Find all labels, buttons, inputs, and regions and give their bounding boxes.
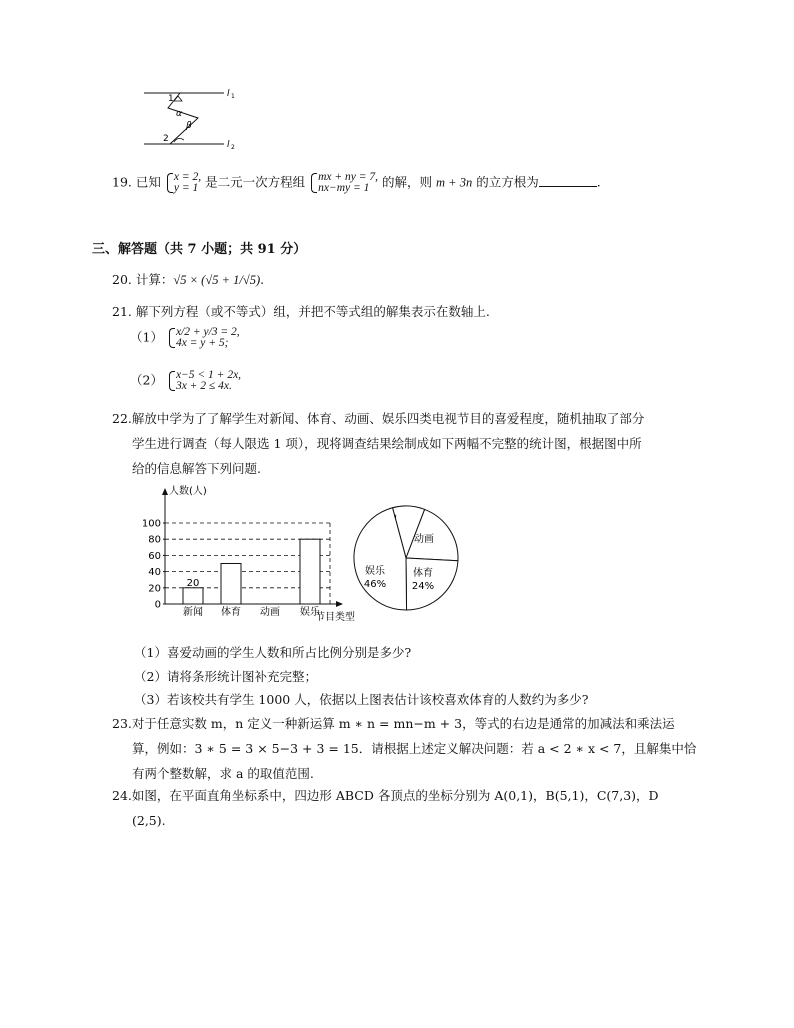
- q20-end: .: [260, 272, 265, 287]
- question-24: [112, 783, 659, 833]
- q22-sub-3: （3）若该校共有学生 1000 人，依据以上图表估计该校喜欢体育的人数约为多少?: [134, 692, 589, 707]
- question-19: [112, 172, 601, 194]
- part-label: （1）: [130, 329, 163, 345]
- y-tick-label: 20: [148, 583, 161, 595]
- parallel-lines-figure: [140, 84, 250, 154]
- sol-row-1: x = 2,: [173, 171, 202, 183]
- q22-line-2: 学生进行调查（每人限选 1 项），现将调查结果绘制成如下两幅不完整的统计图，根据图中所: [132, 436, 642, 451]
- q20-text: 计算：: [135, 272, 174, 287]
- x-tick-label-3: 娱乐: [300, 607, 320, 618]
- y-tick-label: 60: [148, 550, 161, 562]
- pie-chart: [350, 502, 462, 614]
- bar-chart: [140, 480, 355, 625]
- bar-data-label-0: 20: [186, 577, 200, 589]
- label-l1-sub: 1: [231, 93, 235, 100]
- q21-part-1: [130, 327, 240, 349]
- pie-pct-label-2: 24%: [411, 581, 435, 592]
- label-l1: l: [227, 89, 230, 99]
- y-axis-label: 人数(人): [169, 486, 207, 497]
- question-22: [112, 406, 644, 481]
- y-tick-label: 100: [141, 518, 161, 530]
- pie-label-3: 娱乐: [365, 566, 385, 577]
- q19-expr: m + 3n: [436, 175, 473, 190]
- y-axis-arrow: [162, 488, 168, 495]
- question-23: [112, 711, 696, 786]
- label-l2: l: [227, 140, 230, 150]
- question-number: 21.: [112, 304, 132, 319]
- part-label: （2）: [130, 372, 163, 388]
- q21-part-2: [130, 370, 241, 392]
- label-angle-2: 2: [163, 134, 169, 144]
- q23-line-1: 对于任意实数 m，n 定义一种新运算 m ∗ n = mn−m + 3，等式的右边是通常的加减法和乘法运: [131, 716, 675, 731]
- question-number: 19.: [112, 174, 132, 190]
- label-angle-1: 1: [168, 94, 174, 104]
- bar-0: [183, 588, 203, 604]
- q22-line-3: 给的信息解答下列问题.: [132, 461, 261, 476]
- x-axis-arrow: [336, 601, 343, 607]
- p2-row-1: x−5 < 1 + 2x,: [175, 369, 242, 381]
- x-tick-label-0: 新闻: [183, 607, 203, 618]
- p2-row-2: 3x + 2 ≤ 4x.: [175, 380, 232, 392]
- sys-row-2: nx−my = 1: [318, 182, 370, 194]
- label-beta: β: [186, 121, 192, 131]
- pie-label-2: 体育: [413, 568, 433, 579]
- q19-prefix: 已知: [135, 174, 161, 190]
- q23-line-2: 算，例如：3 ∗ 5 = 3 × 5−3 + 3 = 15．请根据上述定义解决问题：若 a < 2 ∗ x < 7，且解集中恰: [132, 741, 697, 756]
- q23-line-3: 有两个整数解，求 a 的取值范围.: [132, 766, 314, 781]
- p1-row-2: 4x = y + 5;: [175, 337, 229, 349]
- q19-mid: 是二元一次方程组: [205, 174, 306, 190]
- x-tick-label-2: 动画: [260, 607, 280, 618]
- solution-system: [165, 172, 201, 194]
- pie-label-1: 动画: [414, 534, 434, 545]
- section-title: 三、解答题（共 7 小题；共 91 分）: [92, 242, 307, 257]
- q24-line-2: (2,5).: [132, 813, 166, 828]
- bar-1: [221, 564, 241, 605]
- p1-row-1: x/2 + y/3 = 2,: [175, 326, 240, 338]
- q24-line-1: 如图，在平面直角坐标系中，四边形 ABCD 各顶点的坐标分别为 A(0,1)，B(5,1)，C(7,3)，D: [131, 788, 659, 803]
- q19-tail: 的立方根为: [476, 174, 539, 190]
- sol-row-2: y = 1: [173, 182, 199, 194]
- q21-system-1: [167, 327, 240, 349]
- pie-pct-label-3: 46%: [363, 579, 387, 590]
- q21-system-2: [167, 370, 241, 392]
- bar-3: [300, 539, 320, 604]
- y-tick-label: 0: [154, 599, 161, 611]
- q22-sub-2: （2）请将条形统计图补充完整；: [134, 669, 317, 684]
- question-number: 22.: [112, 411, 132, 426]
- y-tick-label: 80: [148, 534, 161, 546]
- question-20: [112, 270, 264, 288]
- label-alpha: α: [176, 109, 182, 119]
- y-tick-label: 40: [148, 567, 161, 579]
- x-tick-label-1: 体育: [221, 607, 241, 618]
- answer-blank: [539, 174, 597, 187]
- label-l2-sub: 2: [231, 144, 235, 151]
- question-21: [112, 302, 490, 320]
- x-axis-label: 节目类型: [315, 612, 355, 623]
- sys-row-1: mx + ny = 7,: [318, 171, 379, 183]
- question-number: 20.: [112, 272, 132, 287]
- q22-sub-1: （1）喜爱动画的学生人数和所占比例分别是多少?: [134, 645, 412, 660]
- q20-expr: √5 × (√5 + 1/√5): [173, 273, 261, 287]
- question-number: 23.: [112, 716, 132, 731]
- q22-line-1: 解放中学为了了解学生对新闻、体育、动画、娱乐四类电视节目的喜爱程度，随机抽取了部分: [131, 411, 645, 426]
- question-number: 24.: [112, 788, 132, 803]
- q19-suffix: 的解，则: [382, 174, 433, 190]
- q21-text: 解下列方程（或不等式）组，并把不等式组的解集表示在数轴上.: [135, 304, 490, 319]
- q19-end: .: [596, 174, 601, 190]
- equation-system: [309, 172, 378, 194]
